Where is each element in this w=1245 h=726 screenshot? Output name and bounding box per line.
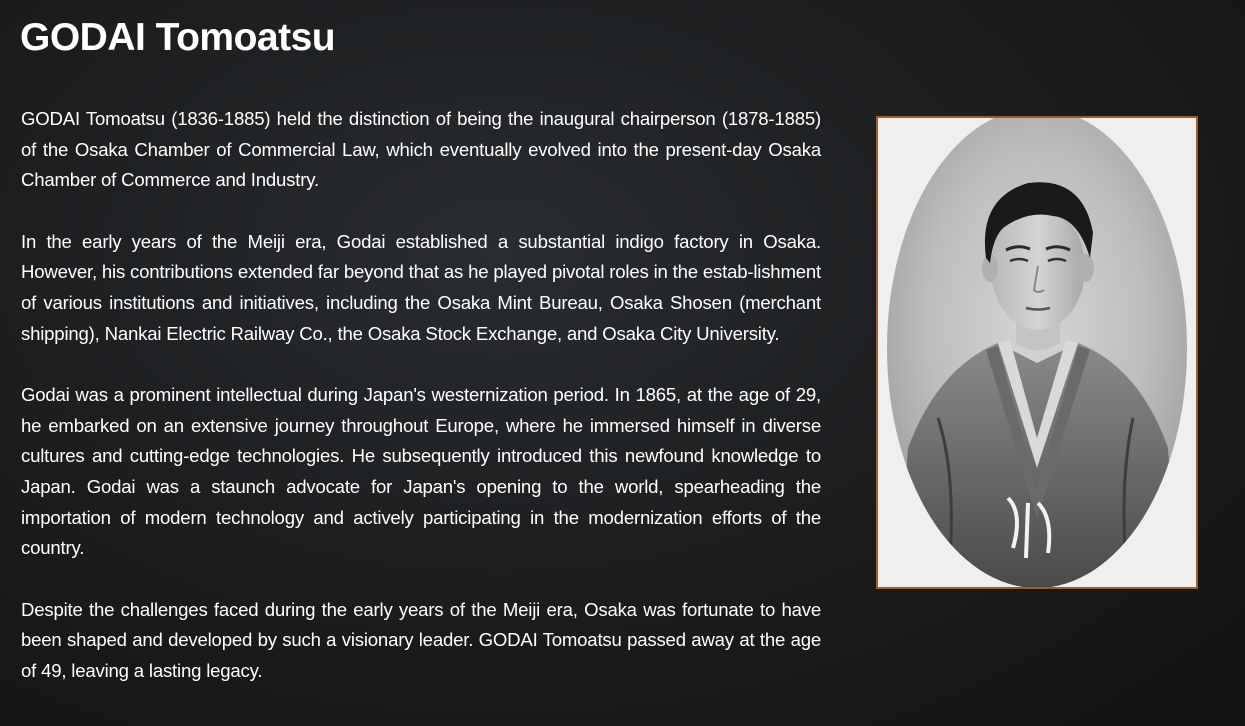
paragraph-2: In the early years of the Meiji era, Godai established a substantial indigo factory in Osaka. However, his contributions extended far beyond that as he played pivotal roles in the estab-lishment of various institutions and initiatives, including the Osaka Mint Bureau, Osaka Shosen (merchant shipping), Nankai Electric Railway Co., the Osaka Stock Exchange, and Osaka City University. <box>21 230 821 344</box>
biography-text <box>21 104 821 718</box>
page-title: GODAI Tomoatsu <box>20 16 336 59</box>
paragraph-1: GODAI Tomoatsu (1836-1885) held the distinction of being the inaugural chairperson (1878-1885) of the Osaka Chamber of Commercial Law, which eventually evolved into the present-day Osaka Chamber of Commerce and Industry. <box>21 108 821 191</box>
portrait-photo <box>876 116 1198 589</box>
paragraph-3: Godai was a prominent intellectual during Japan's westernization period. In 1865, at the age of 29, he embarked on an extensive journey throughout Europe, where he immersed himself in diverse cultures and cutting-edge technologies. He subsequently introduced this newfound knowledge to Japan. Godai was a staunch advocate for Japan's opening to the world, spearheading the importation of modern technology and actively participating in the modernization efforts of the country. <box>21 384 821 559</box>
portrait-illustration <box>878 118 1196 587</box>
paragraph-4: Despite the challenges faced during the early years of the Meiji era, Osaka was fortunate to have been shaped and developed by such a visionary leader. GODAI Tomoatsu passed away at the age of 49, leaving a lasting legacy. <box>21 598 821 681</box>
